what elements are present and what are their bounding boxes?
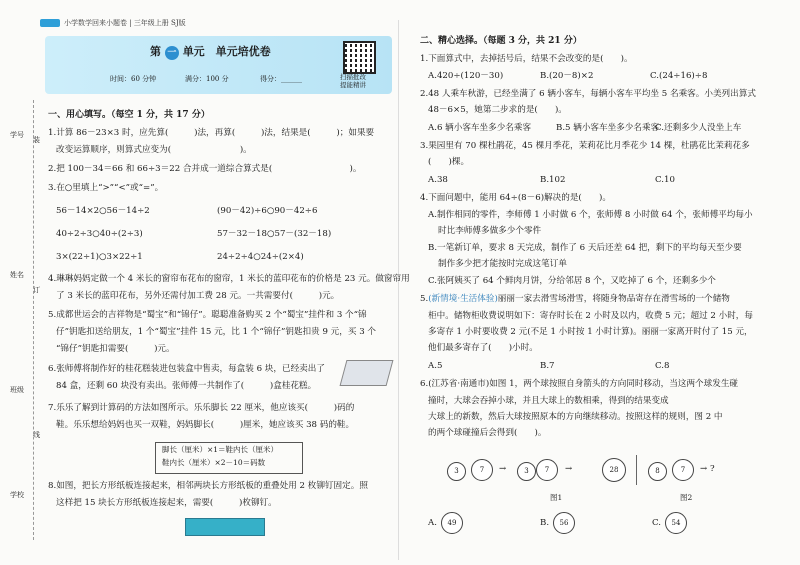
option-b-ball[interactable]: 56 [553, 512, 575, 534]
option-c-ball[interactable]: 54 [665, 512, 687, 534]
q3-row1-left: 56－14×2○56－14÷2 [56, 206, 150, 216]
q3-row2-right: 57－32－18○57－(32－18) [217, 229, 332, 239]
r-q4-opt-b-line2: 制作多少把才能按时完成这笔订单 [438, 259, 567, 269]
r-q6-line1: 6.(江苏省·南通市)如图 1，两个球按照自身箭头的方向同时移动，当这两个球发生碰 [420, 379, 739, 389]
sidebar-label-name: 姓名 [10, 271, 24, 279]
bind-mark-xian: 线 [33, 431, 40, 439]
sidebar-label-xuehao: 学号 [10, 131, 24, 139]
r-q3-opt-a[interactable]: A.38 [428, 175, 448, 185]
unit-number-badge: 一 [165, 46, 179, 60]
q6-line1: 6.张师傅将制作好的桂花糕装进包装盒中售卖，每盒装 6 块，已经卖出了 [48, 364, 325, 374]
q8-line2: 这样把 15 块长方形纸板连接起来，需要( )枚铆钉。 [56, 498, 277, 508]
q1-line2: 改变运算顺序，则算式应变为( )。 [56, 145, 252, 155]
arrow-icon: → [499, 464, 507, 474]
r-q5-line2: 柜中。储物柜收费说明如下：寄存时长在 2 小时及以内，收费 5 元；超过 2 小时，每 [428, 311, 753, 321]
r-q6-line2: 撞时，大球会吞掉小球，并且大球上的数相乘，得到的结果变成 [428, 396, 669, 406]
arrow-icon: → [565, 464, 573, 474]
r-q1: 1.下面算式中，去掉括号后，结果不会改变的是( )。 [420, 54, 633, 64]
section-choice: 二、精心选择。（每题 3 分，共 21 分） [420, 36, 582, 46]
r-q4-opt-b-line1[interactable]: B.一笔新订单，要求 8 天完成，制作了 6 天后还差 64 把，剩下的平均每天至少要 [428, 243, 742, 253]
q6-line2: 84 盒，还剩 60 块没有卖出。张师傅一共制作了( )盒桂花糕。 [56, 381, 317, 391]
q3: 3.在○里填上“>”“<”或“=”。 [48, 183, 164, 193]
q3-row1-right: (90－42)÷6○90－42÷6 [217, 206, 318, 216]
fig1-label: 图1 [550, 493, 563, 502]
q4-line2: 了 3 米长的蓝印花布，另外还需付加工费 28 元。一共需要付( )元。 [56, 291, 340, 301]
r-q2-opt-b[interactable]: B.5 辆小客车坐多少名乘客 [556, 123, 660, 133]
fig2-ball-8: 8 [648, 462, 667, 481]
q5-line2: 仔”钥匙扣送给朋友，1 个“蜀宝”挂件 15 元，比 1 个“锦仔”钥匙扣贵 9 元，买 3 个 [56, 327, 376, 337]
region-tag: (江苏省·南通市) [428, 379, 490, 389]
r-q6-line3: 大球上的新数，然后大球按照原本的方向继续移动。按照这样的规则，图 2 中 [428, 412, 723, 422]
q7-line1: 7.乐乐了解到计算码的方法如图所示。乐乐脚长 22 厘米，他应该买( )码的 [48, 403, 355, 413]
r-q5-opt-c[interactable]: C.8 [655, 361, 670, 371]
r-q6-opt-c[interactable]: C. [652, 518, 662, 528]
time-info: 时间：60 分钟 [110, 75, 157, 83]
fig1-ball-7b: 7 [536, 459, 558, 481]
r-q5-opt-b[interactable]: B.7 [540, 361, 555, 371]
r-q3-line2: ( )棵。 [428, 157, 470, 167]
r-q1-opt-c[interactable]: C.(24÷16)÷8 [650, 71, 708, 81]
r-q4: 4.下面问题中，能用 64÷(8－6)解决的是( )。 [420, 193, 611, 203]
r-q5-line4: 他们最多寄存了( )小时。 [428, 343, 538, 353]
r-q3-line1: 3.果园里有 70 棵杜鹃花，45 棵月季花，茉莉花比月季花少 14 棵，杜鹃花比茉莉花多 [420, 141, 750, 151]
series-title: 小学数学回来小题卷 [64, 19, 127, 27]
score-field[interactable]: 得分：______ [260, 75, 302, 83]
unit-title: 第 一 单元 单元培优卷 [150, 45, 271, 58]
binding-line [33, 100, 34, 540]
r-q6-opt-a[interactable]: A. [428, 518, 437, 528]
r-q3-opt-b[interactable]: B.102 [540, 175, 566, 185]
formula-line2: 鞋内长（厘米）×2－10＝码数 [162, 458, 266, 467]
section-fill-blank: 一、用心填写。（每空 1 分，共 17 分） [48, 110, 210, 120]
r-q1-opt-a[interactable]: A.420÷(120－30) [428, 71, 504, 81]
cardboard-strip-image [185, 518, 265, 536]
q3-row3-left: 3×(22÷1)○3×22÷1 [56, 252, 143, 262]
formula-line1: 脚长（厘米）×1＝鞋内长（厘米） [162, 445, 279, 454]
brand-logo [40, 19, 60, 27]
option-a-ball[interactable]: 49 [441, 512, 463, 534]
q2: 2.把 100－34＝66 和 66÷3＝22 合并成一道综合算式是( )。 [48, 164, 362, 174]
fig1-ball-7: 7 [471, 459, 493, 481]
cake-box-image [340, 360, 394, 386]
context-tag: (新情境·生活体验) [428, 294, 498, 304]
q7-line2: 鞋。乐乐想给妈妈也买一双鞋，妈妈脚长( )厘米，她应该买 38 码的鞋。 [56, 420, 355, 430]
qr-caption: 扫描批改 提能精讲 [340, 73, 366, 89]
r-q4-opt-a-line2: 时比李师傅多做多少个零件 [438, 226, 542, 236]
q1-line1: 1.计算 86－23×3 时，应先算( )法，再算( )法，结果是( )；如果要 [48, 128, 375, 138]
q4-line1: 4.琳琳妈妈定做一个 4 米长的窗帘布花布的窗帘，1 米长的蓝印花布的价格是 23 元。做窗帘用 [48, 274, 410, 284]
r-q2-line2: 48－6×5，她第二步求的是( )。 [428, 105, 567, 115]
r-q4-opt-a-line1[interactable]: A.制作相同的零件，李师傅 1 小时做 6 个，张师傅 8 小时做 64 个，张师傅平均每小 [428, 210, 753, 220]
shoe-size-formula-box [155, 442, 303, 474]
r-q5-line1: 5.(新情境·生活体验)丽丽一家去滑雪场滑雪，将随身物品寄存在滑雪场的一个储物 [420, 294, 730, 304]
figure-separator [636, 455, 637, 485]
sidebar-label-class: 班级 [10, 386, 24, 394]
fig1-ball-28: 28 [602, 458, 626, 482]
r-q3-opt-c[interactable]: C.10 [655, 175, 675, 185]
q5-line3: “锦仔”钥匙扣需要( )元。 [56, 344, 175, 354]
r-q6-opt-b[interactable]: B. [540, 518, 550, 528]
r-q6-line4: 的两个球碰撞后会得到( )。 [428, 428, 547, 438]
r-q4-opt-c[interactable]: C.张阿姨买了 64 个鲜肉月饼，分给邻居 8 个，又吃掉了 6 个，还剩多少个 [428, 276, 716, 286]
fig1-ball-3b: 3 [517, 462, 536, 481]
r-q5-line3: 多寄存 1 小时要收费 2 元(不足 1 小时按 1 小时计算)。丽丽一家离开时付了 15 元， [428, 327, 753, 337]
r-q1-opt-b[interactable]: B.(20－8)×2 [540, 71, 594, 81]
fig2-ball-7: 7 [672, 459, 694, 481]
r-q5-opt-a[interactable]: A.5 [428, 361, 443, 371]
page-header: 小学数学回来小题卷 | 三年级上册 SJ版 [40, 18, 186, 29]
fig2-label: 图2 [680, 493, 693, 502]
sidebar-label-school: 学校 [10, 491, 24, 499]
bind-mark-zhuang: 装 [33, 136, 40, 144]
qr-code[interactable] [343, 41, 376, 74]
full-score-info: 满分：100 分 [185, 75, 229, 83]
r-q2-opt-a[interactable]: A.6 辆小客车坐多少名乘客 [428, 123, 532, 133]
bind-mark-ding: 订 [33, 286, 40, 294]
grade-label: 三年级上册 SJ版 [133, 19, 186, 27]
q3-row3-right: 24÷2÷4○24÷(2×4) [217, 252, 304, 262]
r-q2-line1: 2.48 人乘车秋游，已经坐满了 6 辆小客车，每辆小客车平均坐 5 名乘客。小美列出算式 [420, 89, 756, 99]
r-q2-opt-c[interactable]: C.还剩多少人没坐上车 [655, 123, 742, 133]
q8-line1: 8.如图，把长方形纸板连接起来，相邻两块长方形纸板的重叠处用 2 枚铆钉固定。照 [48, 481, 368, 491]
fig2-result: → ? [700, 464, 715, 474]
page-divider [398, 20, 399, 560]
q3-row2-left: 40÷2÷3○40÷(2÷3) [56, 229, 143, 239]
q5-line1: 5.成都世运会的吉祥物是“蜀宝”和“锦仔”。聪聪准备购买 2 个“蜀宝”挂件和 3 个“锦 [48, 310, 367, 320]
fig1-ball-3: 3 [447, 462, 466, 481]
